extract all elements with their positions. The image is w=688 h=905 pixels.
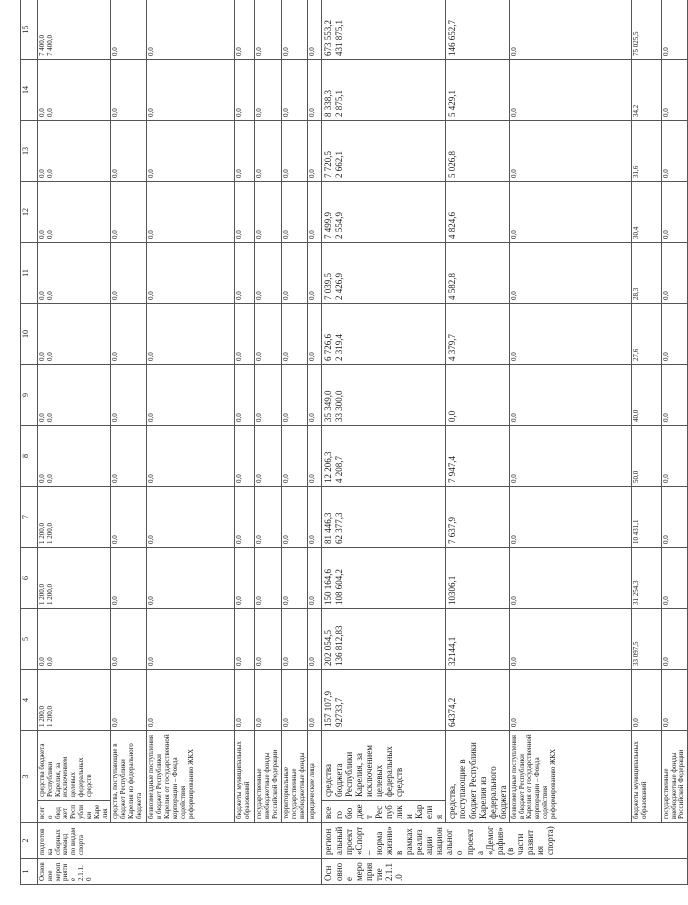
- value-cell: 12 206,3 4 208,7: [322, 426, 446, 487]
- value-cell: 6 726,6 2 319,4: [322, 304, 446, 365]
- value-cell: 0,0: [111, 487, 147, 548]
- value-cell: 34,2: [631, 60, 661, 121]
- value-cell: 0,0 0,0: [38, 60, 111, 121]
- value-cell: 0,0: [147, 121, 235, 182]
- value-cell: 0,0: [661, 182, 687, 243]
- value-cell: 7 947,4: [446, 426, 509, 487]
- value-cell: 0,0: [235, 60, 255, 121]
- value-cell: 0,0: [111, 426, 147, 487]
- value-cell: 8 338,3 2 875,1: [322, 60, 446, 121]
- table-row: [661, 0, 687, 885]
- value-cell: 0,0: [308, 426, 322, 487]
- value-cell: 0,0: [281, 548, 307, 609]
- value-cell: 81 446,3 62 377,3: [322, 487, 446, 548]
- header-row: [21, 0, 38, 885]
- source-label: юридические лица: [308, 731, 322, 823]
- value-cell: 0,0: [661, 0, 687, 60]
- value-cell: 0,0: [509, 426, 631, 487]
- value-cell: 0,0: [281, 670, 307, 731]
- value-cell: 0,0: [111, 365, 147, 426]
- value-cell: 0,0: [509, 182, 631, 243]
- value-cell: 0,0: [509, 60, 631, 121]
- source-label: безвозмездные поступления в бюджет Республики Карелия от государственной корпорации – Фонда содействия реформированию ЖКХ: [509, 731, 631, 823]
- value-cell: 0,0: [509, 670, 631, 731]
- value-cell: 0,0: [281, 0, 307, 60]
- value-cell: 0,0: [281, 121, 307, 182]
- value-cell: 32144,1: [446, 609, 509, 670]
- table-row: [308, 0, 322, 885]
- value-cell: 0,0: [308, 548, 322, 609]
- value-cell: 0,0: [661, 121, 687, 182]
- value-cell: 0,0: [509, 548, 631, 609]
- value-cell: 0,0: [281, 487, 307, 548]
- table-row: [322, 0, 446, 885]
- value-cell: 0,0: [308, 609, 322, 670]
- value-cell: 0,0: [661, 304, 687, 365]
- value-cell: 0,0: [255, 121, 281, 182]
- table-row: [509, 0, 631, 885]
- value-cell: 0,0: [235, 243, 255, 304]
- value-cell: 0,0: [147, 426, 235, 487]
- value-cell: 0,0: [308, 60, 322, 121]
- value-cell: 0,0: [281, 304, 307, 365]
- value-cell: 28,3: [631, 243, 661, 304]
- value-cell: 0,0: [235, 670, 255, 731]
- value-cell: 0,0: [509, 243, 631, 304]
- value-cell: 0,0: [235, 121, 255, 182]
- header-cell: 1: [21, 859, 38, 885]
- source-label: средства, поступающие в бюджет Республики Карелия из федерального бюджета: [446, 731, 509, 823]
- value-cell: 0,0: [235, 426, 255, 487]
- value-cell: 0,0: [235, 182, 255, 243]
- table-row: [255, 0, 281, 885]
- value-cell: 0,0: [281, 182, 307, 243]
- funding-total-cell: [38, 801, 111, 823]
- value-cell: 0,0: [308, 670, 322, 731]
- value-cell: 0,0: [255, 365, 281, 426]
- value-cell: 0,0: [308, 243, 322, 304]
- value-cell: 202 054,5 136 812,83: [322, 609, 446, 670]
- value-cell: 0,0: [147, 0, 235, 60]
- value-cell: 0,0: [255, 0, 281, 60]
- value-cell: 1 200,0 1 200,0: [38, 670, 111, 731]
- total-label: всего: [38, 806, 54, 819]
- value-cell: 7 400,0 7 400,0: [38, 0, 111, 60]
- value-cell: 10306,1: [446, 548, 509, 609]
- value-cell: 0,0: [147, 548, 235, 609]
- value-cell: 0,0: [111, 121, 147, 182]
- source-label: государственные внебюджетные фонды Российской Федерации: [255, 731, 281, 823]
- value-cell: 0,0: [235, 487, 255, 548]
- value-cell: 0,0: [661, 243, 687, 304]
- value-cell: 4 824,6: [446, 182, 509, 243]
- value-cell: 0,0: [255, 670, 281, 731]
- value-cell: 75 025,5: [631, 0, 661, 60]
- value-cell: 0,0: [147, 670, 235, 731]
- header-cell: 4: [21, 670, 38, 731]
- value-cell: 0,0: [281, 609, 307, 670]
- value-cell: 0,0: [661, 609, 687, 670]
- value-cell: 0,0: [111, 670, 147, 731]
- value-cell: 31,6: [631, 121, 661, 182]
- value-cell: 0,0: [661, 365, 687, 426]
- budget-table: [20, 0, 688, 885]
- value-cell: 0,0: [509, 487, 631, 548]
- value-cell: 0,0: [255, 243, 281, 304]
- value-cell: 0,0: [147, 60, 235, 121]
- value-cell: 0,0: [111, 182, 147, 243]
- value-cell: 0,0 0,0: [38, 609, 111, 670]
- value-cell: 0,0: [308, 182, 322, 243]
- value-cell: 7 039,5 2 426,9: [322, 243, 446, 304]
- table-row: [147, 0, 235, 885]
- event-code-cell: Основное мероприятие 2.1.1.0: [38, 859, 322, 885]
- source-label: средства, поступающие в бюджет Республики Карелия из федерального бюджета: [111, 731, 147, 823]
- value-cell: 0,0: [661, 426, 687, 487]
- source-label: средства бюджета Республики Карелия, за исключением целевых федеральных средств: [38, 731, 111, 801]
- value-cell: 146 652,7: [446, 0, 509, 60]
- value-cell: 7 637,9: [446, 487, 509, 548]
- header-cell: 3: [21, 731, 38, 823]
- value-cell: 0,0: [255, 609, 281, 670]
- value-cell: 0,0: [308, 487, 322, 548]
- value-cell: 1 200,0 1 200,0: [38, 548, 111, 609]
- value-cell: 50,0: [631, 426, 661, 487]
- header-cell: 13: [21, 121, 38, 182]
- budget-label: бюджет Республики Карелия: [53, 804, 109, 819]
- funding-total-cell: [322, 801, 446, 823]
- value-cell: 27,6: [631, 304, 661, 365]
- value-cell: 0,0: [147, 304, 235, 365]
- value-cell: 7 720,5 2 662,1: [322, 121, 446, 182]
- source-label: безвозмездные поступления в бюджет Республики Карелия от государственной корпорации – Фонда содействия реформированию ЖКХ: [147, 731, 235, 823]
- value-cell: 40,0: [631, 365, 661, 426]
- value-cell: 64374,2: [446, 670, 509, 731]
- value-cell: 5 429,1: [446, 60, 509, 121]
- total-label: всего: [323, 806, 344, 819]
- value-cell: 0,0 0,0: [38, 182, 111, 243]
- value-cell: 0,0: [661, 60, 687, 121]
- value-cell: 0,0: [235, 365, 255, 426]
- table-row: [446, 0, 509, 885]
- value-cell: 0,0: [661, 548, 687, 609]
- value-cell: 0,0 0,0: [38, 365, 111, 426]
- value-cell: 31 254,3: [631, 548, 661, 609]
- event-name-cell: региональный проект «Спорт – норма жизни» в рамках реализации национального проекта «Демография» (в части развития спорта): [322, 823, 688, 859]
- value-cell: 0,0: [308, 121, 322, 182]
- table-row: [631, 0, 661, 885]
- value-cell: 0,0: [255, 304, 281, 365]
- value-cell: 0,0: [509, 304, 631, 365]
- event-name-cell: подготовка сборных команд по видам спорта: [38, 823, 322, 859]
- value-cell: 0,0: [281, 426, 307, 487]
- value-cell: 0,0: [281, 60, 307, 121]
- value-cell: 0,0 0,0: [38, 304, 111, 365]
- value-cell: 0,0: [255, 426, 281, 487]
- value-cell: 0,0: [147, 365, 235, 426]
- value-cell: 0,0: [446, 365, 509, 426]
- value-cell: 0,0: [147, 609, 235, 670]
- header-cell: 14: [21, 60, 38, 121]
- value-cell: 0,0: [509, 609, 631, 670]
- value-cell: 10 431,1: [631, 487, 661, 548]
- value-cell: 0,0: [111, 609, 147, 670]
- header-cell: 15: [21, 0, 38, 60]
- value-cell: 0,0: [255, 548, 281, 609]
- header-cell: 9: [21, 365, 38, 426]
- value-cell: 0,0: [111, 60, 147, 121]
- value-cell: 0,0: [281, 243, 307, 304]
- value-cell: 0,0: [281, 365, 307, 426]
- table-row: [235, 0, 255, 885]
- value-cell: 0,0: [661, 487, 687, 548]
- value-cell: 0,0: [509, 0, 631, 60]
- value-cell: 33 097,5: [631, 609, 661, 670]
- header-cell: 8: [21, 426, 38, 487]
- value-cell: 4 582,8: [446, 243, 509, 304]
- value-cell: 0,0 0,0: [38, 426, 111, 487]
- value-cell: 0,0: [631, 670, 661, 731]
- source-label: территориальные государственные внебюджетные фонды: [281, 731, 307, 823]
- value-cell: 0,0: [255, 60, 281, 121]
- header-cell: 5: [21, 609, 38, 670]
- source-label: государственные внебюджетные фонды Российской Федерации: [661, 731, 687, 823]
- rotated-table-sheet: [20, 20, 686, 885]
- source-label: бюджеты муниципальных образований: [235, 731, 255, 823]
- table-row: [281, 0, 307, 885]
- value-cell: 0,0: [111, 304, 147, 365]
- value-cell: 0,0: [255, 487, 281, 548]
- value-cell: 7 499,9 2 554,9: [322, 182, 446, 243]
- value-cell: 0,0 0,0: [38, 121, 111, 182]
- value-cell: 150 164,6 108 604,2: [322, 548, 446, 609]
- value-cell: 0,0: [147, 243, 235, 304]
- value-cell: 0,0: [235, 609, 255, 670]
- value-cell: 0,0: [255, 182, 281, 243]
- value-cell: 0,0 0,0: [38, 243, 111, 304]
- value-cell: 30,4: [631, 182, 661, 243]
- value-cell: 1 200,0 1 200,0: [38, 487, 111, 548]
- header-cell: 2: [21, 823, 38, 859]
- header-cell: 6: [21, 548, 38, 609]
- value-cell: 0,0: [235, 304, 255, 365]
- value-cell: 0,0: [147, 182, 235, 243]
- value-cell: 5 026,8: [446, 121, 509, 182]
- value-cell: 0,0: [509, 365, 631, 426]
- value-cell: 0,0: [111, 0, 147, 60]
- value-cell: 0,0: [111, 243, 147, 304]
- header-cell: 10: [21, 304, 38, 365]
- value-cell: 0,0: [308, 0, 322, 60]
- source-label: средства бюджета Республики Карелия, за исключением целевых федеральных средств: [322, 731, 446, 801]
- event-code-cell: Основное мероприятие 2.1.1.0: [322, 859, 688, 885]
- value-cell: 4 379,7: [446, 304, 509, 365]
- value-cell: 0,0: [235, 548, 255, 609]
- value-cell: 0,0: [111, 548, 147, 609]
- value-cell: 0,0: [147, 487, 235, 548]
- header-cell: 12: [21, 182, 38, 243]
- value-cell: 0,0: [661, 670, 687, 731]
- source-label: бюджеты муниципальных образований: [631, 731, 661, 823]
- header-cell: 11: [21, 243, 38, 304]
- table-row: [38, 0, 111, 885]
- value-cell: 0,0: [308, 365, 322, 426]
- value-cell: 0,0: [509, 121, 631, 182]
- value-cell: 0,0: [308, 304, 322, 365]
- value-cell: 0,0: [235, 0, 255, 60]
- value-cell: 35 349,0 33 300,0: [322, 365, 446, 426]
- value-cell: 157 107,9 92733,7: [322, 670, 446, 731]
- table-row: [111, 0, 147, 885]
- value-cell: 673 553,2 431 875,1: [322, 0, 446, 60]
- header-cell: 7: [21, 487, 38, 548]
- budget-label: бюджет Республики Карелия: [343, 804, 445, 819]
